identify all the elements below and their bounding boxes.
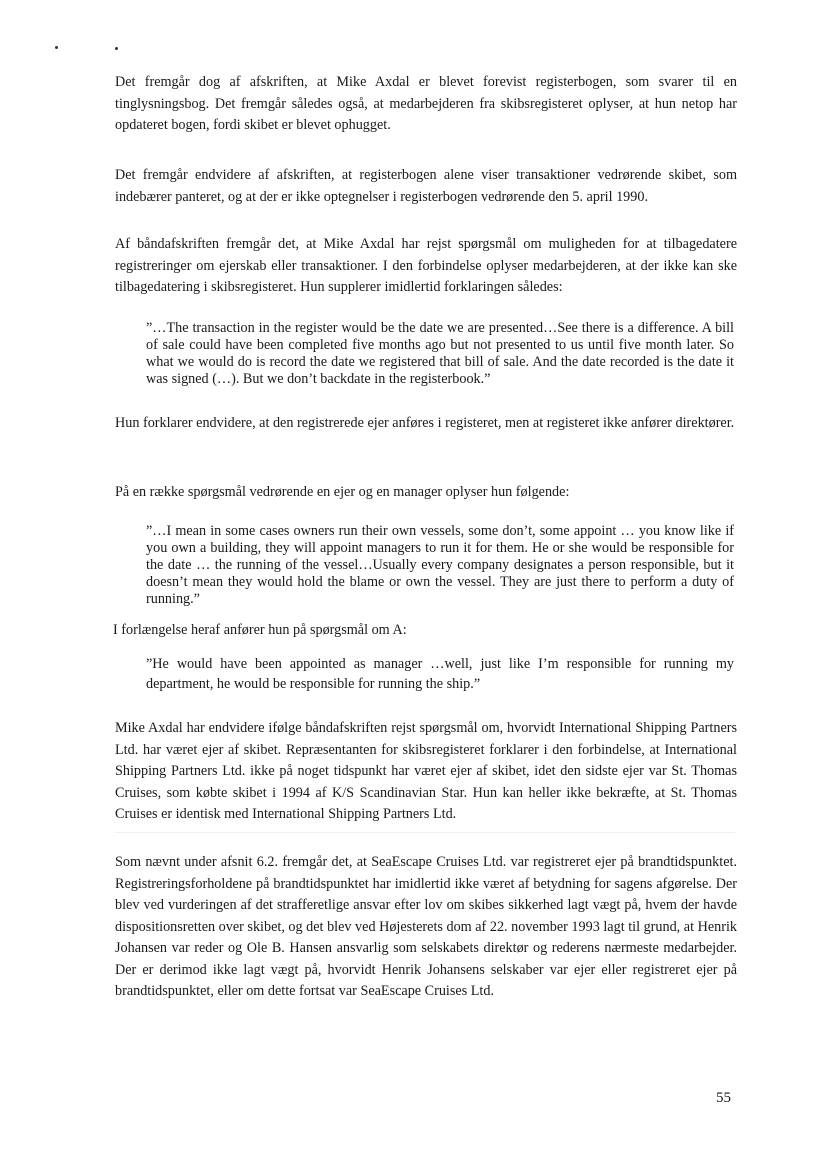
- scan-divider: [115, 832, 735, 833]
- quote-2: ”…I mean in some cases owners run their own vessels, some don’t, some appoint … you know like if you own a building, they will appoint managers to run it for them. He or she would be responsible for the date … the running of the vessel…Usually every company designates a person responsible, but it doesn’t mean they would hold the blame or own the vessel. They are just there to perform a duty of running.”: [146, 523, 734, 607]
- scan-mark: [115, 47, 118, 50]
- paragraph-6: I forlængelse heraf anfører hun på spørgsmål om A:: [113, 622, 407, 638]
- quote-1: ”…The transaction in the register would be the date we are presented…See there is a difference. A bill of sale could have been completed five months ago but not presented to us until five month later. So what we would do is record the date we registered that bill of sale. And the date recorded is the date it was signed (…). But we don’t backdate in the registerbook.”: [146, 320, 734, 387]
- paragraph-7: Mike Axdal har endvidere ifølge båndafskriften rejst spørgsmål om, hvorvidt International Shipping Partners Ltd. har været ejer af skibet. Repræsentanten for skibsregisteret forklarer i den forbindelse, at International Shipping Partners Ltd. ikke på noget tidspunkt har været ejer af skibet, idet den sidste ejer var St. Thomas Cruises, som købte skibet i 1994 af K/S Scandinavian Star. Hun kan heller ikke bekræfte, at St. Thomas Cruises er identisk med International Shipping Partners Ltd.: [115, 720, 737, 822]
- paragraph-1: Det fremgår dog af afskriften, at Mike Axdal er blevet forevist registerbogen, som svarer til en tinglysningsbog. Det fremgår således også, at medarbejderen fra skibsregisteret oplyser, at hun netop har opdateret bogen, fordi skibet er blevet ophugget.: [115, 74, 737, 133]
- scan-mark: [55, 46, 58, 49]
- paragraph-3: Af båndafskriften fremgår det, at Mike Axdal har rejst spørgsmål om muligheden for at tilbagedatere registreringer om ejerskab eller transaktioner. I den forbindelse oplyser medarbejderen, at der ikke kan ske tilbagedatering i skibsregisteret. Hun supplerer imidlertid forklaringen således:: [115, 236, 737, 295]
- paragraph-8: Som nævnt under afsnit 6.2. fremgår det, at SeaEscape Cruises Ltd. var registreret ejer på brandtidspunktet. Registreringsforholdene på brandtidspunktet har imidlertid ikke været af betydning for sagens afgørelse. Der blev ved vurderingen af det strafferetlige ansvar efter lov om skibes sikkerhed lagt vægt på, hvem der havde dispositionsretten over skibet, og det blev ved Højesterets dom af 22. november 1993 lagt til grund, at Henrik Johansen var reder og Ole B. Hansen ansvarlig som selskabets direktør og rederens nærmeste medarbejder. Der er derimod ikke lagt vægt på, hvorvidt Henrik Johansens selskaber var ejer eller registreret ejer på brandtidspunktet, eller om dette fortsat var SeaEscape Cruises Ltd.: [115, 854, 737, 999]
- quote-3: ”He would have been appointed as manager …well, just like I’m responsible for running my department, he would be responsible for running the ship.”: [146, 656, 734, 692]
- paragraph-4: Hun forklarer endvidere, at den registrerede ejer anføres i registeret, men at registeret ikke anfører direktører.: [115, 415, 735, 431]
- paragraph-2: Det fremgår endvidere af afskriften, at registerbogen alene viser transaktioner vedrørende skibet, som indebærer panteret, og at der er ikke optegnelser i registerbogen vedrørende den 5. april 1990.: [115, 167, 737, 205]
- paragraph-5: På en række spørgsmål vedrørende en ejer og en manager oplyser hun følgende:: [115, 484, 570, 500]
- page-number: 55: [716, 1090, 731, 1106]
